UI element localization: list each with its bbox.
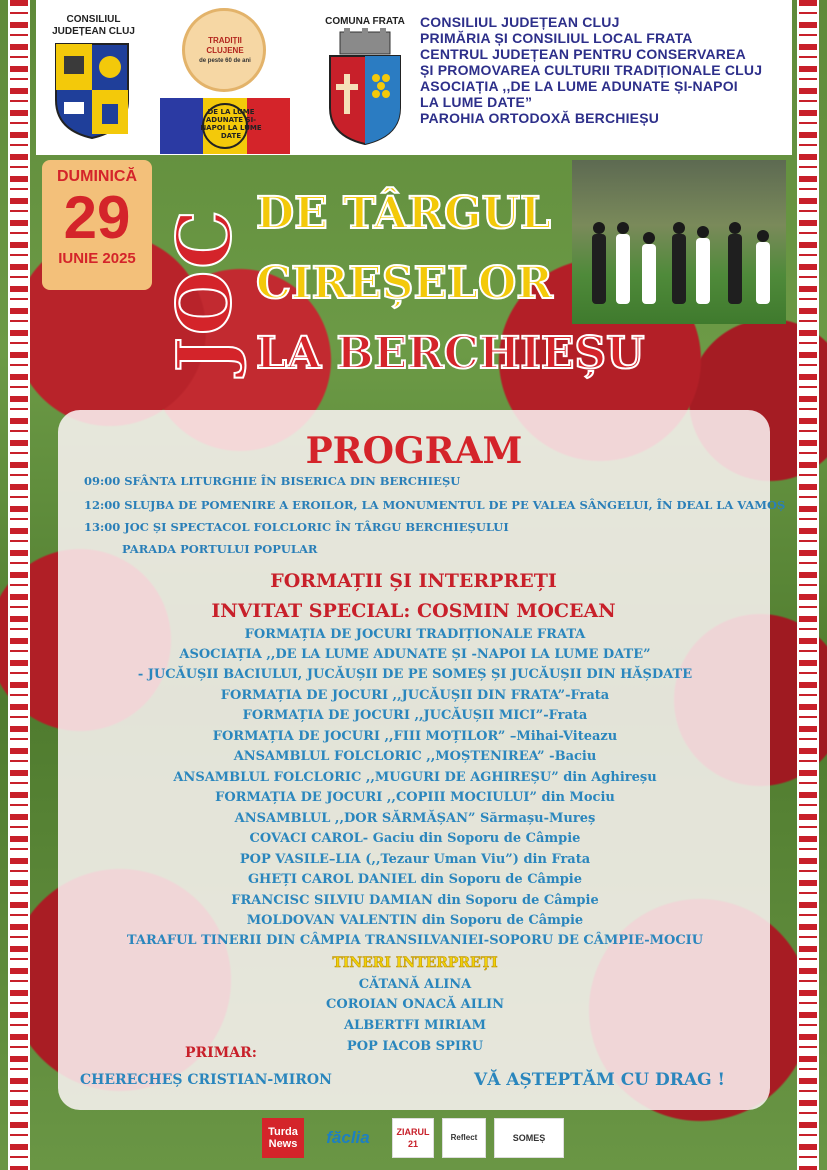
performer-line: COVACI CAROL- Gaciu din Soporu de Câmpie xyxy=(249,831,581,846)
frata-commune-crest-icon xyxy=(326,28,404,146)
title-line-2: CIREȘELOR xyxy=(256,258,553,309)
program-title: PROGRAM xyxy=(305,430,523,472)
organizer-line: CONSILIUL JUDEȚEAN CLUJ xyxy=(420,14,620,30)
closing-message: VĂ AȘTEPTĂM CU DRAG ! xyxy=(474,1070,725,1090)
young-performer-line: ALBERTFI MIRIAM xyxy=(343,1018,487,1033)
date-day-name: DUMINICĂ xyxy=(57,168,137,185)
young-performer-line: POP IACOB SPIRU xyxy=(346,1039,484,1054)
special-guest: INVITAT SPECIAL: COSMIN MOCEAN xyxy=(211,600,616,622)
performer-line: FORMAȚIA DE JOCURI TRADIȚIONALE FRATA xyxy=(244,627,586,642)
cluj-county-crest-icon xyxy=(52,40,132,140)
performer-line: FORMAȚIA DE JOCURI ,,FIII MOȚILOR” –Mihai-Viteazu xyxy=(212,729,618,744)
title-line-1: DE TÂRGUL xyxy=(256,188,551,239)
performer-line: - JUCĂUȘII BACIULUI, JUCĂUȘII DE PE SOMEȘ ȘI JUCĂUȘII DIN HĂȘDATE xyxy=(137,667,693,682)
turda-news-logo: Turda News xyxy=(262,1118,304,1158)
organizer-line: PRIMĂRIA ȘI CONSILIUL LOCAL FRATA xyxy=(420,30,693,46)
sponsor-logos xyxy=(262,1118,572,1162)
ziarul21-logo: ZIARUL 21 xyxy=(392,1118,434,1158)
performer-line: POP VASILE–LIA (,,Tezaur Uman Viu”) din Frata xyxy=(239,852,591,867)
organizer-line: PAROHIA ORTODOXĂ BERCHIEȘU xyxy=(420,110,660,126)
organizer-line: CENTRUL JUDEȚEAN PENTRU CONSERVAREA xyxy=(420,46,746,62)
performer-line: TARAFUL TINERII DIN CÂMPIA TRANSILVANIEI-SOPORU DE CÂMPIE-MOCIU xyxy=(126,933,704,948)
reflect-logo: Reflect xyxy=(442,1118,486,1158)
schedule-item: 09:00 SFÂNTA LITURGHIE ÎN BISERICA DIN BERCHIEȘU xyxy=(84,474,461,488)
organizer-line: ASOCIAȚIA ,,DE LA LUME ADUNATE ȘI-NAPOI xyxy=(420,78,738,94)
young-performer-line: COROIAN ONACĂ AILIN xyxy=(326,997,504,1012)
young-performers-title: TINERI INTERPREȚI xyxy=(332,955,498,971)
performer-line: ASOCIAȚIA ,,DE LA LUME ADUNATE ȘI -NAPOI LA LUME DATE” xyxy=(179,647,651,662)
young-performer-line: CĂTANĂ ALINA xyxy=(358,977,472,992)
title-line-3: LA BERCHIEȘU xyxy=(256,328,645,379)
schedule-item: 13:00 JOC ȘI SPECTACOL FOLCLORIC ÎN TÂRGU BERCHIEȘULUI xyxy=(84,520,509,534)
folk-dancers-photo xyxy=(572,160,786,324)
performer-line: FRANCISC SILVIU DAMIAN din Soporu de Câmpie xyxy=(231,893,599,908)
seal-text: TRADIȚII CLUJENE de peste 60 de ani xyxy=(199,36,251,64)
schedule-item: 12:00 SLUJBA DE POMENIRE A EROILOR, LA MONUMENTUL DE PE VALEA SÂNGELUI, ÎN DEAL LA VAMOȘ xyxy=(84,498,786,512)
schedule-item: PARADA PORTULUI POPULAR xyxy=(122,542,318,556)
organizer-line: LA LUME DATE” xyxy=(420,94,533,110)
performer-line: ANSAMBLUL ,,DOR SĂRMĂȘAN” Sărmașu-Mureș xyxy=(234,811,596,826)
performer-line: ANSAMBLUL FOLCLORIC ,,MOȘTENIREA” -Baciu xyxy=(233,749,597,764)
frata-crest-label: COMUNA FRATA xyxy=(325,16,405,27)
performer-line: GHEȚI CAROL DANIEL din Soporu de Câmpie xyxy=(247,872,583,887)
performer-line: FORMAȚIA DE JOCURI ,,COPIII MOCIULUI” din Mociu xyxy=(215,790,615,805)
mayor-label: PRIMAR: xyxy=(185,1045,257,1061)
performer-line: FORMAȚIA DE JOCURI ,,JUCĂUȘII MICI”-Frata xyxy=(242,708,588,723)
performers-section-title: FORMAȚII ȘI INTERPREȚI xyxy=(270,570,557,592)
date-day-number: 29 xyxy=(63,184,131,251)
organizer-line: ȘI PROMOVAREA CULTURII TRADIȚIONALE CLUJ xyxy=(420,62,763,78)
date-month-year: IUNIE 2025 xyxy=(58,250,136,267)
vertical-title-joc: JOC xyxy=(162,207,248,373)
organizers-list xyxy=(420,14,800,126)
performer-line: MOLDOVAN VALENTIN din Soporu de Câmpie xyxy=(246,913,584,928)
performer-line: ANSAMBLUL FOLCLORIC ,,MUGURI DE AGHIREȘU” din Aghireșu xyxy=(173,770,657,785)
cj-crest-label: CONSILIUL JUDEȚEAN CLUJ xyxy=(52,14,135,37)
performer-line: FORMAȚIA DE JOCURI ,,JUCĂUȘII DIN FRATA”-Frata xyxy=(220,688,610,703)
mayor-name: CHERECHEȘ CRISTIAN-MIRON xyxy=(80,1072,332,1088)
flag-text: DE LA LUME ADUNATE ȘI-NAPOI LA LUME DATE xyxy=(200,108,262,140)
faclia-logo: făclia xyxy=(326,1128,370,1147)
somes-logo: SOMEȘ xyxy=(494,1118,564,1158)
